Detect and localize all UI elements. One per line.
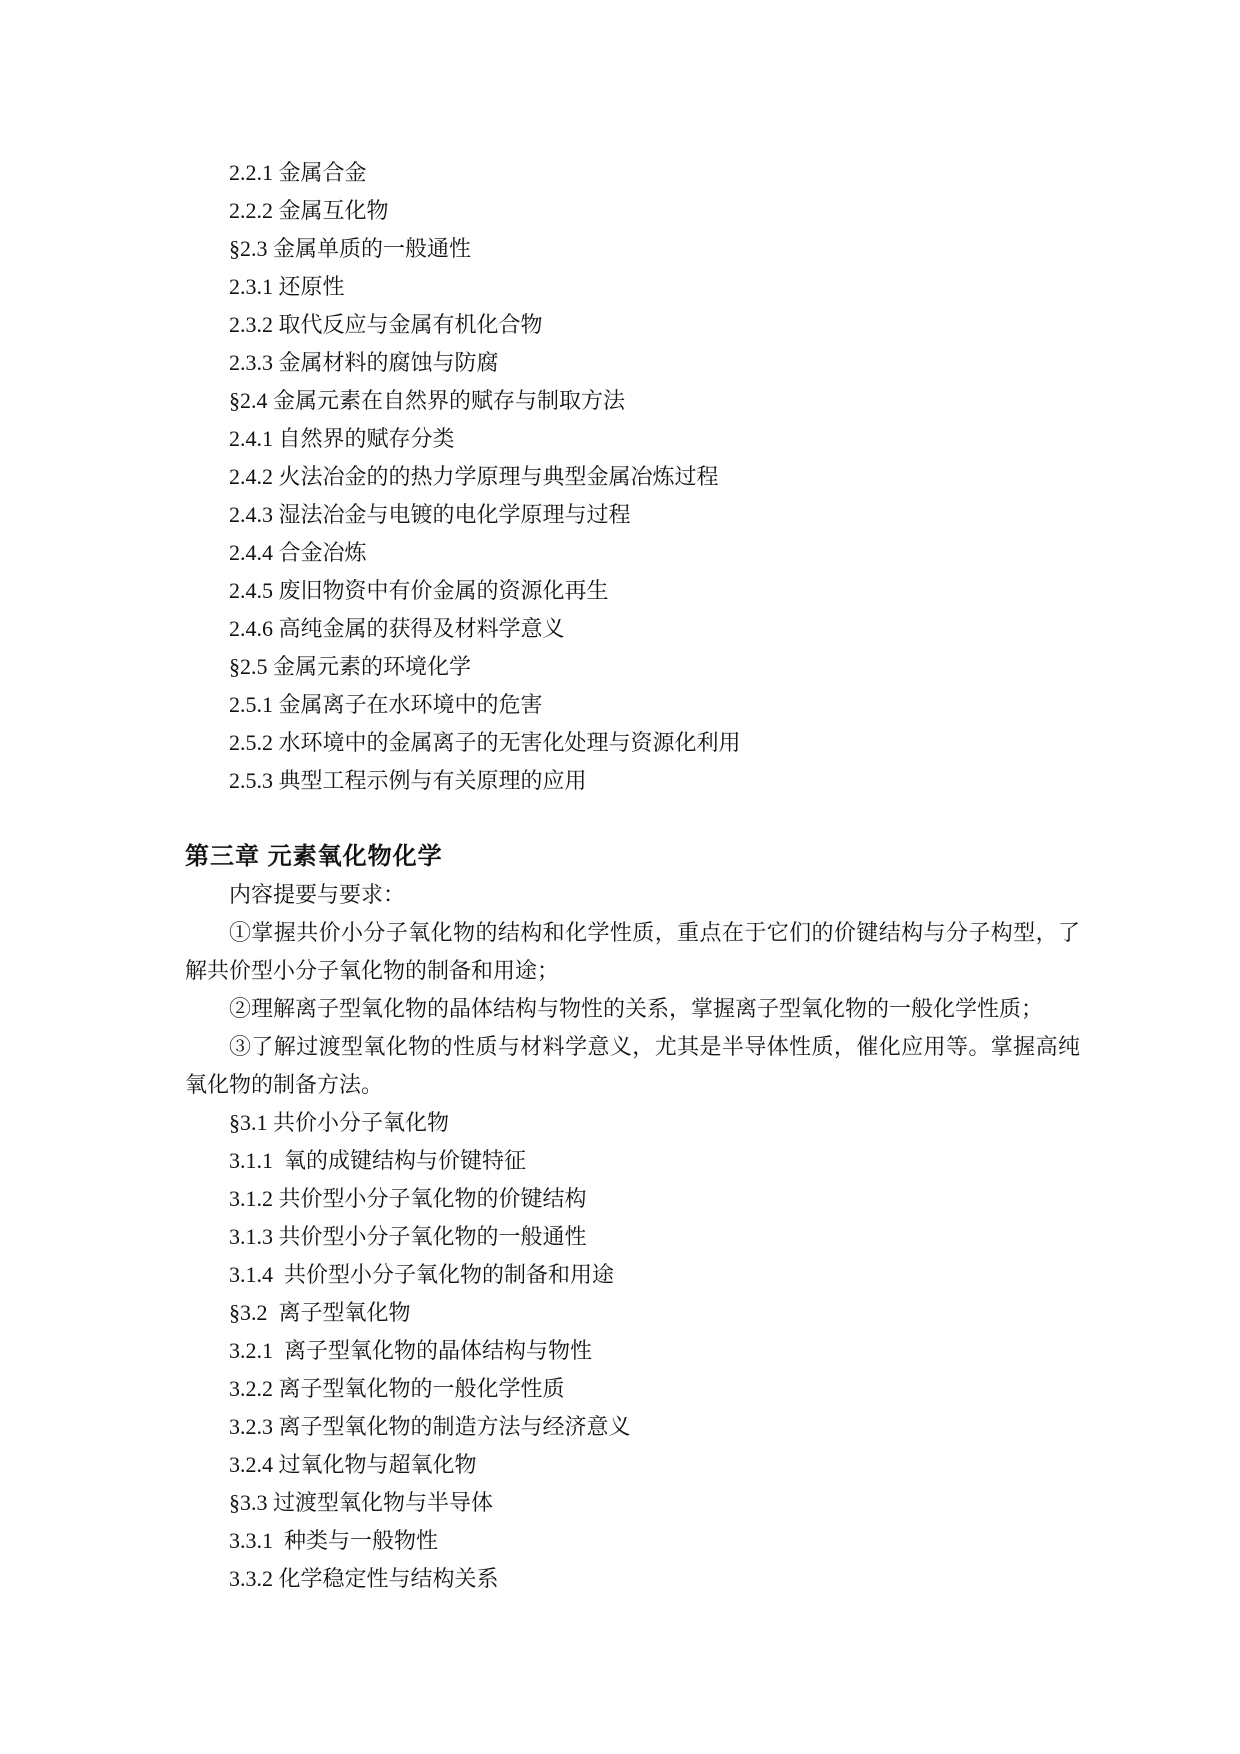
outline-item: 2.4.5 废旧物资中有价金属的资源化再生 — [229, 578, 609, 603]
outline-item: 2.5.2 水环境中的金属离子的无害化处理与资源化利用 — [229, 730, 741, 755]
requirement-paragraph: ①掌握共价小分子氧化物的结构和化学性质，重点在于它们的价键结构与分子构型，了解共价型小分子氧化物的制备和用途； — [185, 920, 1080, 983]
outline-item: 2.2.2 金属互化物 — [229, 198, 389, 223]
outline-item: 2.4.2 火法冶金的的热力学原理与典型金属冶炼过程 — [229, 464, 719, 489]
outline-item: 3.1.3 共价型小分子氧化物的一般通性 — [229, 1224, 587, 1249]
chapter-heading: 第三章 元素氧化物化学 — [185, 843, 443, 870]
chapter3-outline — [185, 1104, 1080, 1598]
outline-item: 3.2.3 离子型氧化物的制造方法与经济意义 — [229, 1414, 631, 1439]
outline-item: 2.3.1 还原性 — [229, 274, 345, 299]
outline-item: §2.4 金属元素在自然界的赋存与制取方法 — [229, 388, 626, 413]
outline-item: 2.2.1 金属合金 — [229, 160, 367, 185]
outline-item: §3.1 共价小分子氧化物 — [229, 1110, 450, 1135]
intro-label: 内容提要与要求： — [229, 882, 406, 907]
requirement-paragraph: ③了解过渡型氧化物的性质与材料学意义，尤其是半导体性质，催化应用等。掌握高纯氧化物的制备方法。 — [185, 1034, 1080, 1097]
outline-item: 3.2.1 离子型氧化物的晶体结构与物性 — [229, 1338, 593, 1363]
outline-item: 3.2.4 过氧化物与超氧化物 — [229, 1452, 477, 1477]
outline-item: §3.2 离子型氧化物 — [229, 1300, 411, 1325]
outline-item: 2.4.1 自然界的赋存分类 — [229, 426, 455, 451]
chapter3-requirements — [185, 914, 1080, 1104]
outline-item: 2.5.3 典型工程示例与有关原理的应用 — [229, 768, 587, 793]
outline-item: 3.3.2 化学稳定性与结构关系 — [229, 1566, 499, 1591]
chapter2-outline — [185, 154, 1080, 800]
outline-item: 2.4.4 合金冶炼 — [229, 540, 367, 565]
outline-item: §2.5 金属元素的环境化学 — [229, 654, 472, 679]
outline-item: §3.3 过渡型氧化物与半导体 — [229, 1490, 494, 1515]
outline-item: 3.1.4 共价型小分子氧化物的制备和用途 — [229, 1262, 615, 1287]
outline-item: 2.4.3 湿法冶金与电镀的电化学原理与过程 — [229, 502, 631, 527]
outline-item: 2.3.2 取代反应与金属有机化合物 — [229, 312, 543, 337]
requirement-paragraph: ②理解离子型氧化物的晶体结构与物性的关系，掌握离子型氧化物的一般化学性质； — [229, 996, 1044, 1021]
outline-item: 2.5.1 金属离子在水环境中的危害 — [229, 692, 543, 717]
page-content — [185, 154, 1080, 1598]
spacer — [185, 800, 1080, 838]
outline-item: §2.3 金属单质的一般通性 — [229, 236, 472, 261]
outline-item: 3.2.2 离子型氧化物的一般化学性质 — [229, 1376, 565, 1401]
outline-item: 3.1.2 共价型小分子氧化物的价键结构 — [229, 1186, 587, 1211]
outline-item: 3.1.1 氧的成键结构与价键特征 — [229, 1148, 527, 1173]
outline-item: 2.3.3 金属材料的腐蚀与防腐 — [229, 350, 499, 375]
outline-item: 3.3.1 种类与一般物性 — [229, 1528, 439, 1553]
outline-item: 2.4.6 高纯金属的获得及材料学意义 — [229, 616, 565, 641]
